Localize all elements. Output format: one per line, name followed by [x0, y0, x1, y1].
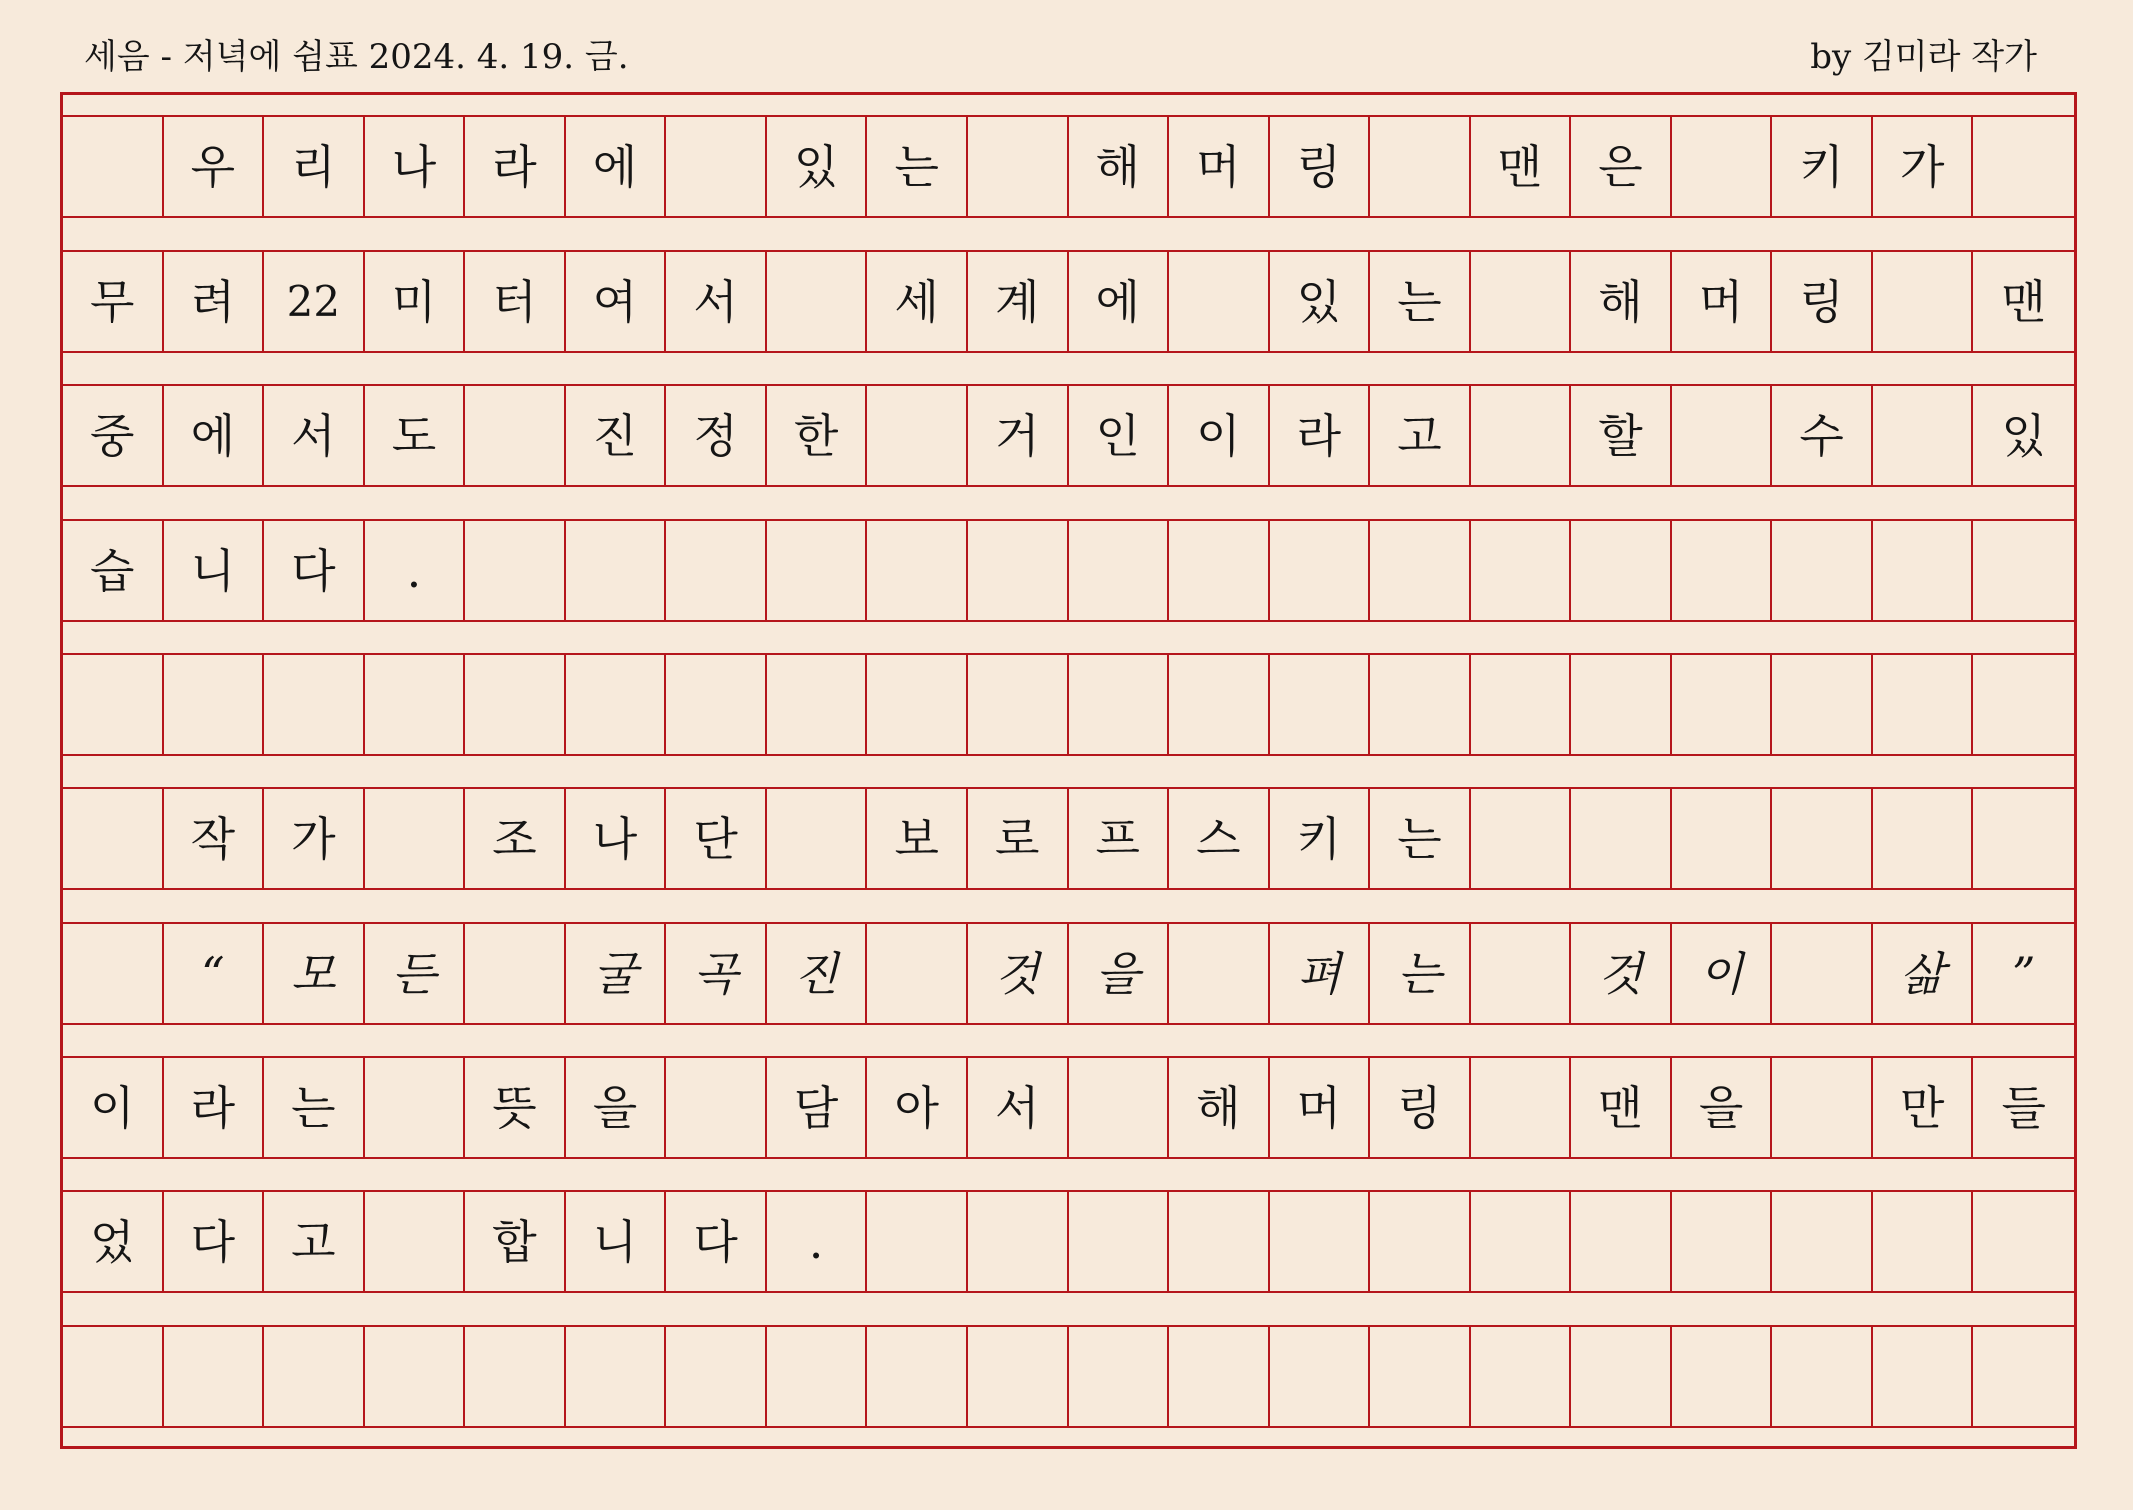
grid-cell: 거: [968, 386, 1069, 485]
grid-cell: 은: [1571, 117, 1672, 216]
grid-cell: 에: [1069, 252, 1170, 351]
grid-cell: [1069, 1192, 1170, 1291]
grid-cell: 습: [63, 521, 164, 620]
grid-cell: [767, 521, 868, 620]
grid-cell: 해: [1069, 117, 1170, 216]
grid-cell: 을: [1672, 1058, 1773, 1157]
grid-cell: [1873, 1327, 1974, 1426]
grid-cell: [1672, 1192, 1773, 1291]
grid-cell: 든: [365, 924, 466, 1023]
grid-row: [63, 1056, 2074, 1159]
grid-cell: 보: [867, 789, 968, 888]
grid-cell: [1270, 521, 1371, 620]
grid-cell: [1370, 655, 1471, 754]
grid-cell: [465, 655, 566, 754]
grid-cell: 계: [968, 252, 1069, 351]
grid-cell: [1169, 521, 1270, 620]
grid-cell: [1571, 521, 1672, 620]
grid-cell: 머: [1270, 1058, 1371, 1157]
grid-cell: 수: [1772, 386, 1873, 485]
grid-cell: 이: [1169, 386, 1270, 485]
grid-cell: [1672, 789, 1773, 888]
grid-cell: 키: [1772, 117, 1873, 216]
grid-cell: 려: [164, 252, 265, 351]
grid-cell: [1471, 1192, 1572, 1291]
grid-cell: 담: [767, 1058, 868, 1157]
grid-cell: [1772, 1327, 1873, 1426]
grid-cell: [1169, 655, 1270, 754]
grid-cell: [867, 1192, 968, 1291]
grid-cell: [1672, 386, 1773, 485]
grid-cell: [1973, 117, 2074, 216]
grid-cell: [1571, 655, 1672, 754]
grid-cell: 미: [365, 252, 466, 351]
grid-cell: 한: [767, 386, 868, 485]
grid-cell: [1270, 1192, 1371, 1291]
grid-cell: [1973, 1327, 2074, 1426]
grid-cell: [1069, 655, 1170, 754]
grid-cell: 머: [1169, 117, 1270, 216]
grid-cell: [666, 1058, 767, 1157]
grid-cell: [365, 1192, 466, 1291]
grid-cell: [1471, 655, 1572, 754]
grid-cell: 들: [2001, 1080, 2046, 1135]
grid-cell: 우: [164, 117, 265, 216]
grid-cell: 해: [1571, 252, 1672, 351]
grid-cell: [465, 521, 566, 620]
grid-cell: [1471, 924, 1572, 1023]
grid-cell: [1873, 1192, 1974, 1291]
grid-cell: [968, 1327, 1069, 1426]
grid-cell: 서: [666, 252, 767, 351]
grid-cell: [566, 521, 667, 620]
grid-cell: 는: [867, 117, 968, 216]
grid-cell: [1270, 1327, 1371, 1426]
grid-cell: 다: [666, 1192, 767, 1291]
grid-cell: 스: [1169, 789, 1270, 888]
grid-cell: [63, 655, 164, 754]
grid-cell: 는: [1370, 789, 1471, 888]
grid-cell: [666, 521, 767, 620]
grid-cell: [1069, 1327, 1170, 1426]
grid-cell: [867, 924, 968, 1023]
grid-row: [63, 519, 2074, 622]
grid-cell: [1370, 1192, 1471, 1291]
grid-cell: 터: [465, 252, 566, 351]
grid-cell: 있: [2001, 408, 2046, 463]
grid-cell: 해: [1169, 1058, 1270, 1157]
grid-cell: 니: [566, 1192, 667, 1291]
grid-cell: 할: [1571, 386, 1672, 485]
grid-row: [63, 787, 2074, 890]
grid-cell: [1471, 252, 1572, 351]
grid-cell: [1169, 1327, 1270, 1426]
grid-cell: [566, 655, 667, 754]
grid-cell: 여: [566, 252, 667, 351]
grid-row: [63, 922, 2074, 1025]
grid-cell: [867, 655, 968, 754]
grid-row: [63, 384, 2074, 487]
grid-cell: [1471, 386, 1572, 485]
grid-cell: [365, 1327, 466, 1426]
manuscript-paper: [60, 92, 2077, 1449]
grid-cell: 펴: [1270, 924, 1371, 1023]
grid-cell: 것: [1571, 924, 1672, 1023]
grid-row: [63, 653, 2074, 756]
grid-cell: .: [365, 521, 466, 620]
grid-cell: [1973, 521, 2074, 620]
grid-cell: 링: [1772, 252, 1873, 351]
grid-cell: 나: [566, 789, 667, 888]
grid-cell: 곡: [666, 924, 767, 1023]
grid-cell: [1069, 521, 1170, 620]
grid-cell: 아: [867, 1058, 968, 1157]
header-author: by 김미라 작가: [1810, 37, 2037, 77]
grid-cell: 가: [1873, 117, 1974, 216]
grid-cell: 링: [1370, 1058, 1471, 1157]
grid-cell: 서: [968, 1058, 1069, 1157]
grid-cell: [1370, 117, 1471, 216]
grid-cell: [365, 655, 466, 754]
grid-cell: 작: [164, 789, 265, 888]
grid-cell: 다: [264, 521, 365, 620]
grid-cell: 삶: [1873, 924, 1974, 1023]
grid-cell: [1873, 252, 1974, 351]
grid-cell: 리: [264, 117, 365, 216]
grid-cell: 이: [63, 1058, 164, 1157]
grid-cell: [1471, 1058, 1572, 1157]
grid-cell: [867, 386, 968, 485]
grid-cell: 맨: [1471, 117, 1572, 216]
grid-cell: 무: [63, 252, 164, 351]
grid-cell: 정: [666, 386, 767, 485]
grid-cell: 서: [264, 386, 365, 485]
grid-cell: 는: [1370, 924, 1471, 1023]
grid-cell: 이: [1672, 924, 1773, 1023]
grid-cell: 합: [465, 1192, 566, 1291]
grid-cell: 에: [164, 386, 265, 485]
grid-cell: [1772, 655, 1873, 754]
grid-row: [63, 250, 2074, 353]
grid-cell: [1672, 1327, 1773, 1426]
grid-cell: 뜻: [465, 1058, 566, 1157]
grid-cell: [465, 924, 566, 1023]
grid-cell: 라: [164, 1058, 265, 1157]
grid-cell: 프: [1069, 789, 1170, 888]
grid-cell: [1772, 789, 1873, 888]
grid-cell: [264, 1327, 365, 1426]
grid-cell: [1169, 1192, 1270, 1291]
grid-cell: [1571, 1192, 1672, 1291]
grid-cell: [1370, 521, 1471, 620]
grid-cell: [1873, 521, 1974, 620]
grid-cell: ”: [2011, 946, 2036, 1001]
grid-cell: 는: [1370, 252, 1471, 351]
grid-cell: [767, 252, 868, 351]
grid-cell: [63, 924, 164, 1023]
grid-cell: [1471, 1327, 1572, 1426]
grid-cell: [63, 789, 164, 888]
grid-cell: [968, 521, 1069, 620]
grid-cell: 라: [1270, 386, 1371, 485]
grid-cell: 도: [365, 386, 466, 485]
grid-cell: 것: [968, 924, 1069, 1023]
grid-cell: [1169, 252, 1270, 351]
grid-cell: 굴: [566, 924, 667, 1023]
grid-cell: [63, 1327, 164, 1426]
grid-cell: [264, 655, 365, 754]
grid-cell: 나: [365, 117, 466, 216]
grid-cell: [666, 117, 767, 216]
grid-cell: “: [164, 924, 265, 1023]
grid-cell: 맨: [1571, 1058, 1672, 1157]
grid-row: [63, 1325, 2074, 1428]
grid-cell: 세: [867, 252, 968, 351]
grid-cell: [867, 521, 968, 620]
grid-row: [63, 1190, 2074, 1293]
grid-row: [63, 115, 2074, 218]
grid-cell: [767, 1327, 868, 1426]
grid-cell: [1270, 655, 1371, 754]
grid-cell: [1873, 789, 1974, 888]
grid-cell: [1973, 655, 2074, 754]
grid-cell: [164, 655, 265, 754]
grid-cell: 인: [1069, 386, 1170, 485]
grid-cell: 고: [264, 1192, 365, 1291]
grid-cell: [1772, 1192, 1873, 1291]
grid-cell: [968, 1192, 1069, 1291]
grid-cell: [1471, 521, 1572, 620]
grid-cell: [1672, 117, 1773, 216]
grid-cell: 만: [1873, 1058, 1974, 1157]
grid-cell: 키: [1270, 789, 1371, 888]
grid-cell: [867, 1327, 968, 1426]
grid-cell: [1571, 1327, 1672, 1426]
grid-cell: [1973, 1192, 2074, 1291]
grid-cell: [1069, 1058, 1170, 1157]
grid-cell: 중: [63, 386, 164, 485]
grid-cell: [1873, 386, 1974, 485]
grid-cell: 가: [264, 789, 365, 888]
grid-cell: [1169, 924, 1270, 1023]
grid-cell: [465, 1327, 566, 1426]
grid-cell: 모: [264, 924, 365, 1023]
grid-cell: [1873, 655, 1974, 754]
grid-cell: [566, 1327, 667, 1426]
grid-cell: [968, 117, 1069, 216]
grid-cell: 는: [264, 1058, 365, 1157]
grid-cell: 단: [666, 789, 767, 888]
grid-cell: 었: [63, 1192, 164, 1291]
grid-cell: [63, 117, 164, 216]
grid-cell: 다: [164, 1192, 265, 1291]
grid-cell: [1973, 789, 2074, 888]
grid-cell: [666, 1327, 767, 1426]
grid-cell: [1772, 521, 1873, 620]
grid-cell: 에: [566, 117, 667, 216]
grid-cell: 있: [767, 117, 868, 216]
grid-cell: 맨: [2001, 274, 2046, 329]
grid-cell: 라: [465, 117, 566, 216]
grid-cell: [1672, 655, 1773, 754]
grid-cell: [968, 655, 1069, 754]
grid-cell: [767, 655, 868, 754]
grid-cell: 있: [1270, 252, 1371, 351]
grid-cell: [1772, 924, 1873, 1023]
grid-cell: .: [767, 1192, 868, 1291]
grid-cell: 로: [968, 789, 1069, 888]
grid-cell: [767, 789, 868, 888]
grid-cell: 을: [566, 1058, 667, 1157]
grid-cell: [1370, 1327, 1471, 1426]
grid-cell: 진: [767, 924, 868, 1023]
grid-cell: [1672, 521, 1773, 620]
grid-cell: 진: [566, 386, 667, 485]
grid-cell: [1772, 1058, 1873, 1157]
grid-cell: [365, 789, 466, 888]
grid-cell: 22: [264, 252, 365, 351]
grid-cell: [1471, 789, 1572, 888]
grid-cell: [666, 655, 767, 754]
grid-cell: 을: [1069, 924, 1170, 1023]
grid-cell: 머: [1672, 252, 1773, 351]
grid-cell: [465, 386, 566, 485]
grid-cell: 링: [1270, 117, 1371, 216]
grid-cell: [164, 1327, 265, 1426]
grid-cell: 조: [465, 789, 566, 888]
grid-cell: 고: [1370, 386, 1471, 485]
grid-cell: 니: [164, 521, 265, 620]
header-title: 세음 - 저녁에 쉼표 2024. 4. 19. 금.: [84, 37, 629, 77]
grid-cell: [365, 1058, 466, 1157]
grid-cell: [1571, 789, 1672, 888]
